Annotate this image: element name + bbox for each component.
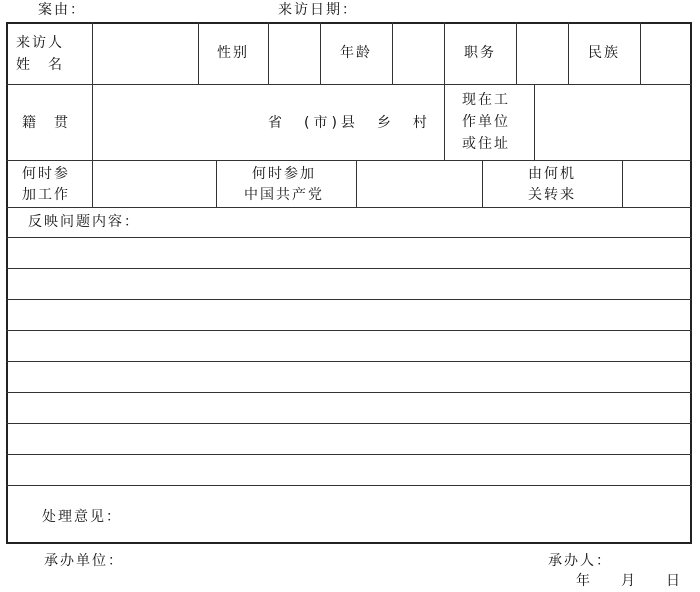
native-address-template[interactable]: 省 (市)县 乡 村 [268, 115, 431, 131]
content-line[interactable] [6, 237, 692, 238]
join-party-field[interactable] [358, 162, 480, 205]
gender-label: 性别 [217, 45, 249, 61]
col-divider [92, 22, 93, 84]
join-work-label-line1: 何时参 [22, 166, 70, 182]
transfer-from-field[interactable] [624, 162, 690, 205]
position-field[interactable] [518, 24, 566, 82]
col-divider [92, 84, 93, 160]
col-divider [534, 84, 535, 160]
col-divider [516, 22, 517, 84]
col-divider [444, 84, 445, 160]
col-divider [392, 22, 393, 84]
col-divider [268, 22, 269, 84]
col-divider [640, 22, 641, 84]
content-line[interactable] [6, 392, 692, 393]
age-label: 年龄 [340, 45, 372, 61]
content-line[interactable] [6, 330, 692, 331]
handler-label: 承办人： [548, 553, 612, 569]
content-line[interactable] [6, 423, 692, 424]
gender-field[interactable] [270, 24, 318, 82]
content-line[interactable] [6, 299, 692, 300]
work-unit-label-line3: 或住址 [462, 136, 510, 152]
work-unit-field[interactable] [536, 86, 690, 158]
content-line[interactable] [6, 485, 692, 486]
row-divider [6, 160, 692, 161]
work-unit-label-line1: 现在工 [462, 92, 510, 108]
handling-unit-label: 承办单位： [44, 553, 124, 569]
age-field[interactable] [394, 24, 442, 82]
col-divider [92, 160, 93, 207]
visitor-name-label-line2: 姓 名 [16, 57, 64, 73]
content-line[interactable] [6, 268, 692, 269]
opinion-field[interactable] [140, 490, 680, 540]
content-line[interactable] [6, 454, 692, 455]
row-divider [6, 207, 692, 208]
join-party-label-line1: 何时参加 [252, 166, 316, 182]
content-line[interactable] [6, 361, 692, 362]
join-work-label-line2: 加工作 [22, 187, 70, 203]
content-label: 反映问题内容： [28, 214, 140, 230]
col-divider [216, 160, 217, 207]
row-divider [6, 84, 692, 85]
visitor-name-label-line1: 来访人 [16, 35, 64, 51]
col-divider [622, 160, 623, 207]
work-unit-label-line2: 作单位 [462, 114, 510, 130]
date-label: 年 月 日 [576, 573, 681, 589]
transfer-from-label-line2: 关转来 [528, 187, 576, 203]
ethnicity-field[interactable] [642, 24, 690, 82]
col-divider [482, 160, 483, 207]
col-divider [356, 160, 357, 207]
position-label: 职务 [464, 45, 496, 61]
ethnicity-label: 民族 [588, 45, 620, 61]
native-place-label: 籍 贯 [22, 115, 70, 131]
case-reason-label: 案由： [38, 2, 86, 18]
join-party-label-line2: 中国共产党 [244, 187, 324, 203]
transfer-from-label-line1: 由何机 [528, 166, 576, 182]
visit-date-label: 来访日期： [278, 2, 358, 18]
opinion-label: 处理意见： [42, 509, 122, 525]
join-work-field[interactable] [94, 162, 214, 205]
visitor-name-field[interactable] [94, 24, 196, 82]
